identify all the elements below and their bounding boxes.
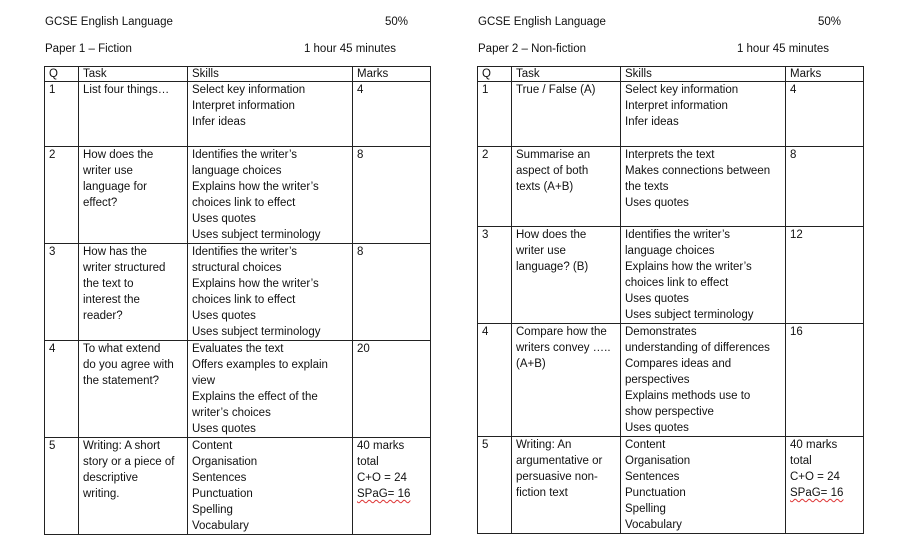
- table-row: [478, 82, 864, 147]
- marks-cell: 16: [786, 324, 864, 437]
- weight-percent: 50%: [384, 16, 408, 28]
- skills-cell: Demonstrates understanding of differences Compares ideas and perspectives Explains methods use to show perspective Uses quotes: [621, 324, 786, 437]
- col-header-task: Task: [79, 67, 188, 82]
- paper-1-header: [44, 12, 436, 64]
- skills-cell: Content Organisation Sentences Punctuation Spelling Vocabulary: [621, 437, 786, 534]
- col-header-skills: Skills: [621, 67, 786, 82]
- q-number: 4: [45, 341, 79, 438]
- paper-2: [477, 12, 869, 531]
- table-row: [478, 227, 864, 324]
- q-number: 1: [478, 82, 512, 147]
- task-cell: How does the writer use language for effect?: [79, 147, 188, 244]
- skills-cell: Select key information Interpret information Infer ideas: [188, 82, 353, 147]
- skills-cell: Evaluates the text Offers examples to explain view Explains the effect of the writer’s choices Uses quotes: [188, 341, 353, 438]
- task-cell: Compare how the writers convey ….. (A+B): [512, 324, 621, 437]
- skills-cell: Interprets the text Makes connections between the texts Uses quotes: [621, 147, 786, 227]
- skills-cell: Identifies the writer’s structural choices Explains how the writer’s choices link to effect Uses quotes Uses subject terminology: [188, 244, 353, 341]
- paper-2-table: [477, 66, 864, 534]
- paper-2-header: [477, 12, 869, 64]
- task-cell: List four things…: [79, 82, 188, 147]
- col-header-marks: Marks: [353, 67, 431, 82]
- marks-spag-text: SPaG= 16: [357, 488, 411, 500]
- table-header-row: [478, 67, 864, 82]
- duration: 1 hour 45 minutes: [303, 43, 396, 55]
- course-title: GCSE English Language: [45, 16, 173, 28]
- table-header-row: [45, 67, 431, 82]
- skills-cell: Identifies the writer’s language choices Explains how the writer’s choices link to effect Uses quotes Uses subject terminology: [621, 227, 786, 324]
- table-row: [45, 82, 431, 147]
- q-number: 3: [478, 227, 512, 324]
- col-header-marks: Marks: [786, 67, 864, 82]
- marks-cell: 12: [786, 227, 864, 324]
- skills-cell: Identifies the writer’s language choices Explains how the writer’s choices link to effect Uses quotes Uses subject terminology: [188, 147, 353, 244]
- col-header-task: Task: [512, 67, 621, 82]
- marks-cell: 8: [786, 147, 864, 227]
- marks-cell: 8: [353, 244, 431, 341]
- paper-title: Paper 2 – Non-fiction: [478, 43, 587, 55]
- task-cell: Summarise an aspect of both texts (A+B): [512, 147, 621, 227]
- q-number: 4: [478, 324, 512, 437]
- q-number: 5: [45, 438, 79, 535]
- q-number: 2: [478, 147, 512, 227]
- col-header-skills: Skills: [188, 67, 353, 82]
- marks-spag-text: SPaG= 16: [790, 487, 844, 499]
- duration: 1 hour 45 minutes: [736, 43, 829, 55]
- q-number: 5: [478, 437, 512, 534]
- table-row: [478, 324, 864, 437]
- table-row: [45, 438, 431, 535]
- course-title: GCSE English Language: [478, 16, 606, 28]
- table-row: [45, 147, 431, 244]
- col-header-q: Q: [45, 67, 79, 82]
- skills-cell: Content Organisation Sentences Punctuation Spelling Vocabulary: [188, 438, 353, 535]
- weight-percent: 50%: [817, 16, 841, 28]
- table-row: [45, 341, 431, 438]
- marks-total: 40 marks total C+O = 24: [357, 440, 407, 484]
- q-number: 1: [45, 82, 79, 147]
- paper-title: Paper 1 – Fiction: [45, 43, 132, 55]
- marks-cell: 4: [786, 82, 864, 147]
- task-cell: How has the writer structured the text to interest the reader?: [79, 244, 188, 341]
- table-row: [478, 437, 864, 534]
- q-number: 2: [45, 147, 79, 244]
- task-cell: To what extend do you agree with the statement?: [79, 341, 188, 438]
- marks-cell: [786, 437, 864, 534]
- marks-spag: [357, 486, 426, 502]
- marks-cell: [353, 438, 431, 535]
- skills-cell: Select key information Interpret information Infer ideas: [621, 82, 786, 147]
- marks-cell: 8: [353, 147, 431, 244]
- paper-1-table: [44, 66, 431, 535]
- marks-total: 40 marks total C+O = 24: [790, 439, 840, 483]
- q-number: 3: [45, 244, 79, 341]
- task-cell: How does the writer use language? (B): [512, 227, 621, 324]
- col-header-q: Q: [478, 67, 512, 82]
- task-cell: True / False (A): [512, 82, 621, 147]
- marks-cell: 4: [353, 82, 431, 147]
- task-cell: Writing: A short story or a piece of descriptive writing.: [79, 438, 188, 535]
- table-row: [478, 147, 864, 227]
- marks-spag: [790, 485, 859, 501]
- table-row: [45, 244, 431, 341]
- marks-cell: 20: [353, 341, 431, 438]
- paper-1: [44, 12, 436, 532]
- task-cell: Writing: An argumentative or persuasive non- fiction text: [512, 437, 621, 534]
